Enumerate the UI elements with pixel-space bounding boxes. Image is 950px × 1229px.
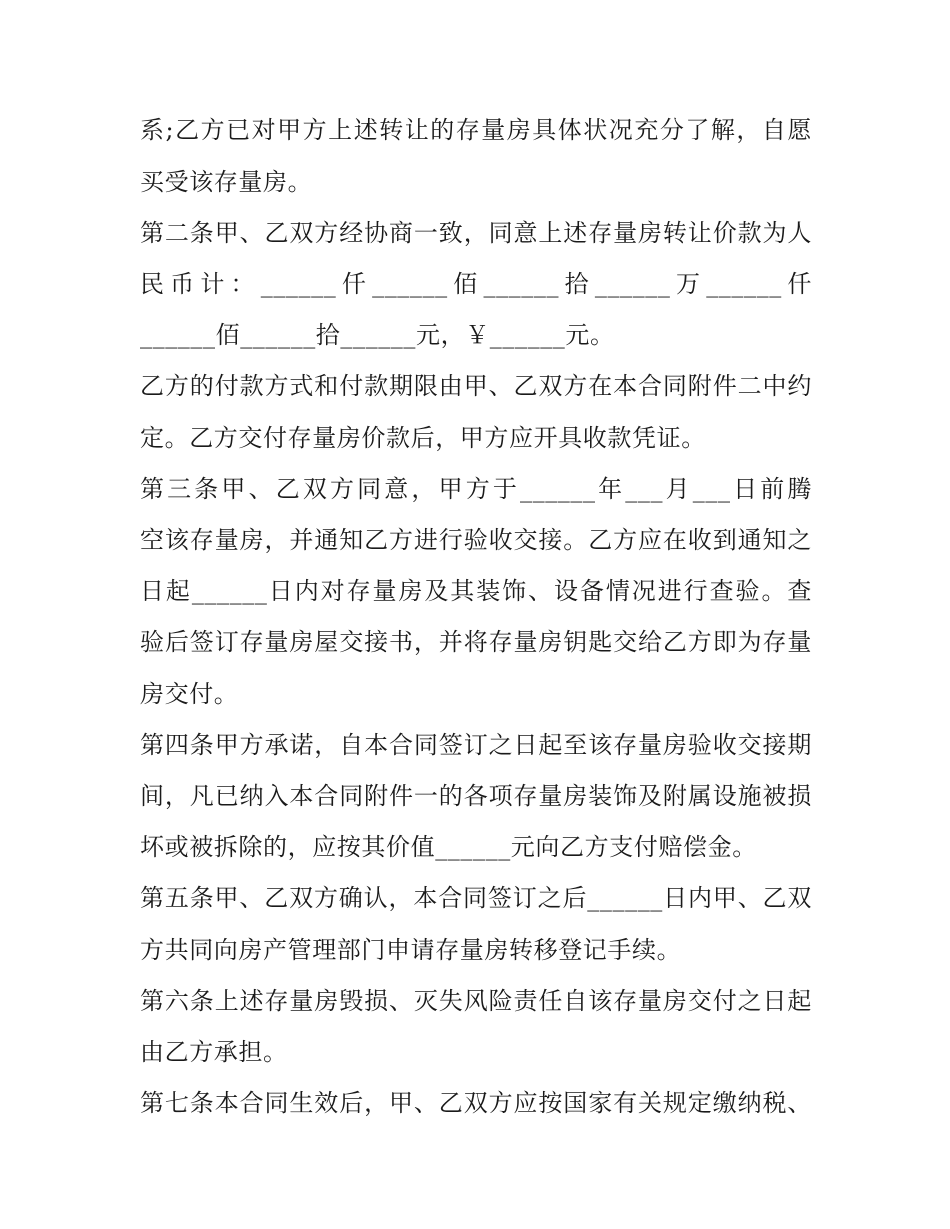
text-line: 第五条甲、乙双方确认，本合同签订之后______日内甲、乙双 xyxy=(140,884,812,912)
text-line: 房交付。 xyxy=(140,680,239,708)
text-line: 由乙方承担。 xyxy=(140,1038,288,1066)
text-line: 验后签订存量房屋交接书，并将存量房钥匙交给乙方即为存量 xyxy=(140,628,812,656)
text-line: 间，凡已纳入本合同附件一的各项存量房装饰及附属设施被损 xyxy=(140,782,812,810)
text-line: 系;乙方已对甲方上述转让的存量房具体状况充分了解，自愿 xyxy=(140,116,812,144)
text-line: ______佰______拾______元，￥______元。 xyxy=(140,321,615,349)
text-line: 第二条甲、乙双方经协商一致，同意上述存量房转让价款为人 xyxy=(140,219,812,247)
text-line: 第四条甲方承诺，自本合同签订之日起至该存量房验收交接期 xyxy=(140,731,812,759)
text-line: 第七条本合同生效后，甲、乙双方应按国家有关规定缴纳税、 xyxy=(140,1089,812,1117)
text-line: 方共同向房产管理部门申请存量房转移登记手续。 xyxy=(140,936,682,964)
text-line: 日起______日内对存量房及其装饰、设备情况进行查验。查 xyxy=(140,577,812,605)
text-line: 第六条上述存量房毁损、灭失风险责任自该存量房交付之日起 xyxy=(140,987,812,1015)
text-line: 空该存量房，并通知乙方进行验收交接。乙方应在收到通知之 xyxy=(140,526,812,554)
text-line: 第三条甲、乙双方同意，甲方于______年___月___日前腾 xyxy=(140,475,812,503)
text-line: 民币计：______仟______佰______拾______万______仟 xyxy=(140,270,812,298)
text-line: 买受该存量房。 xyxy=(140,168,313,196)
text-line: 坏或被拆除的，应按其价值______元向乙方支付赔偿金。 xyxy=(140,833,757,861)
text-line: 乙方的付款方式和付款期限由甲、乙双方在本合同附件二中约 xyxy=(140,372,812,400)
text-line: 定。乙方交付存量房价款后，甲方应开具收款凭证。 xyxy=(140,424,706,452)
